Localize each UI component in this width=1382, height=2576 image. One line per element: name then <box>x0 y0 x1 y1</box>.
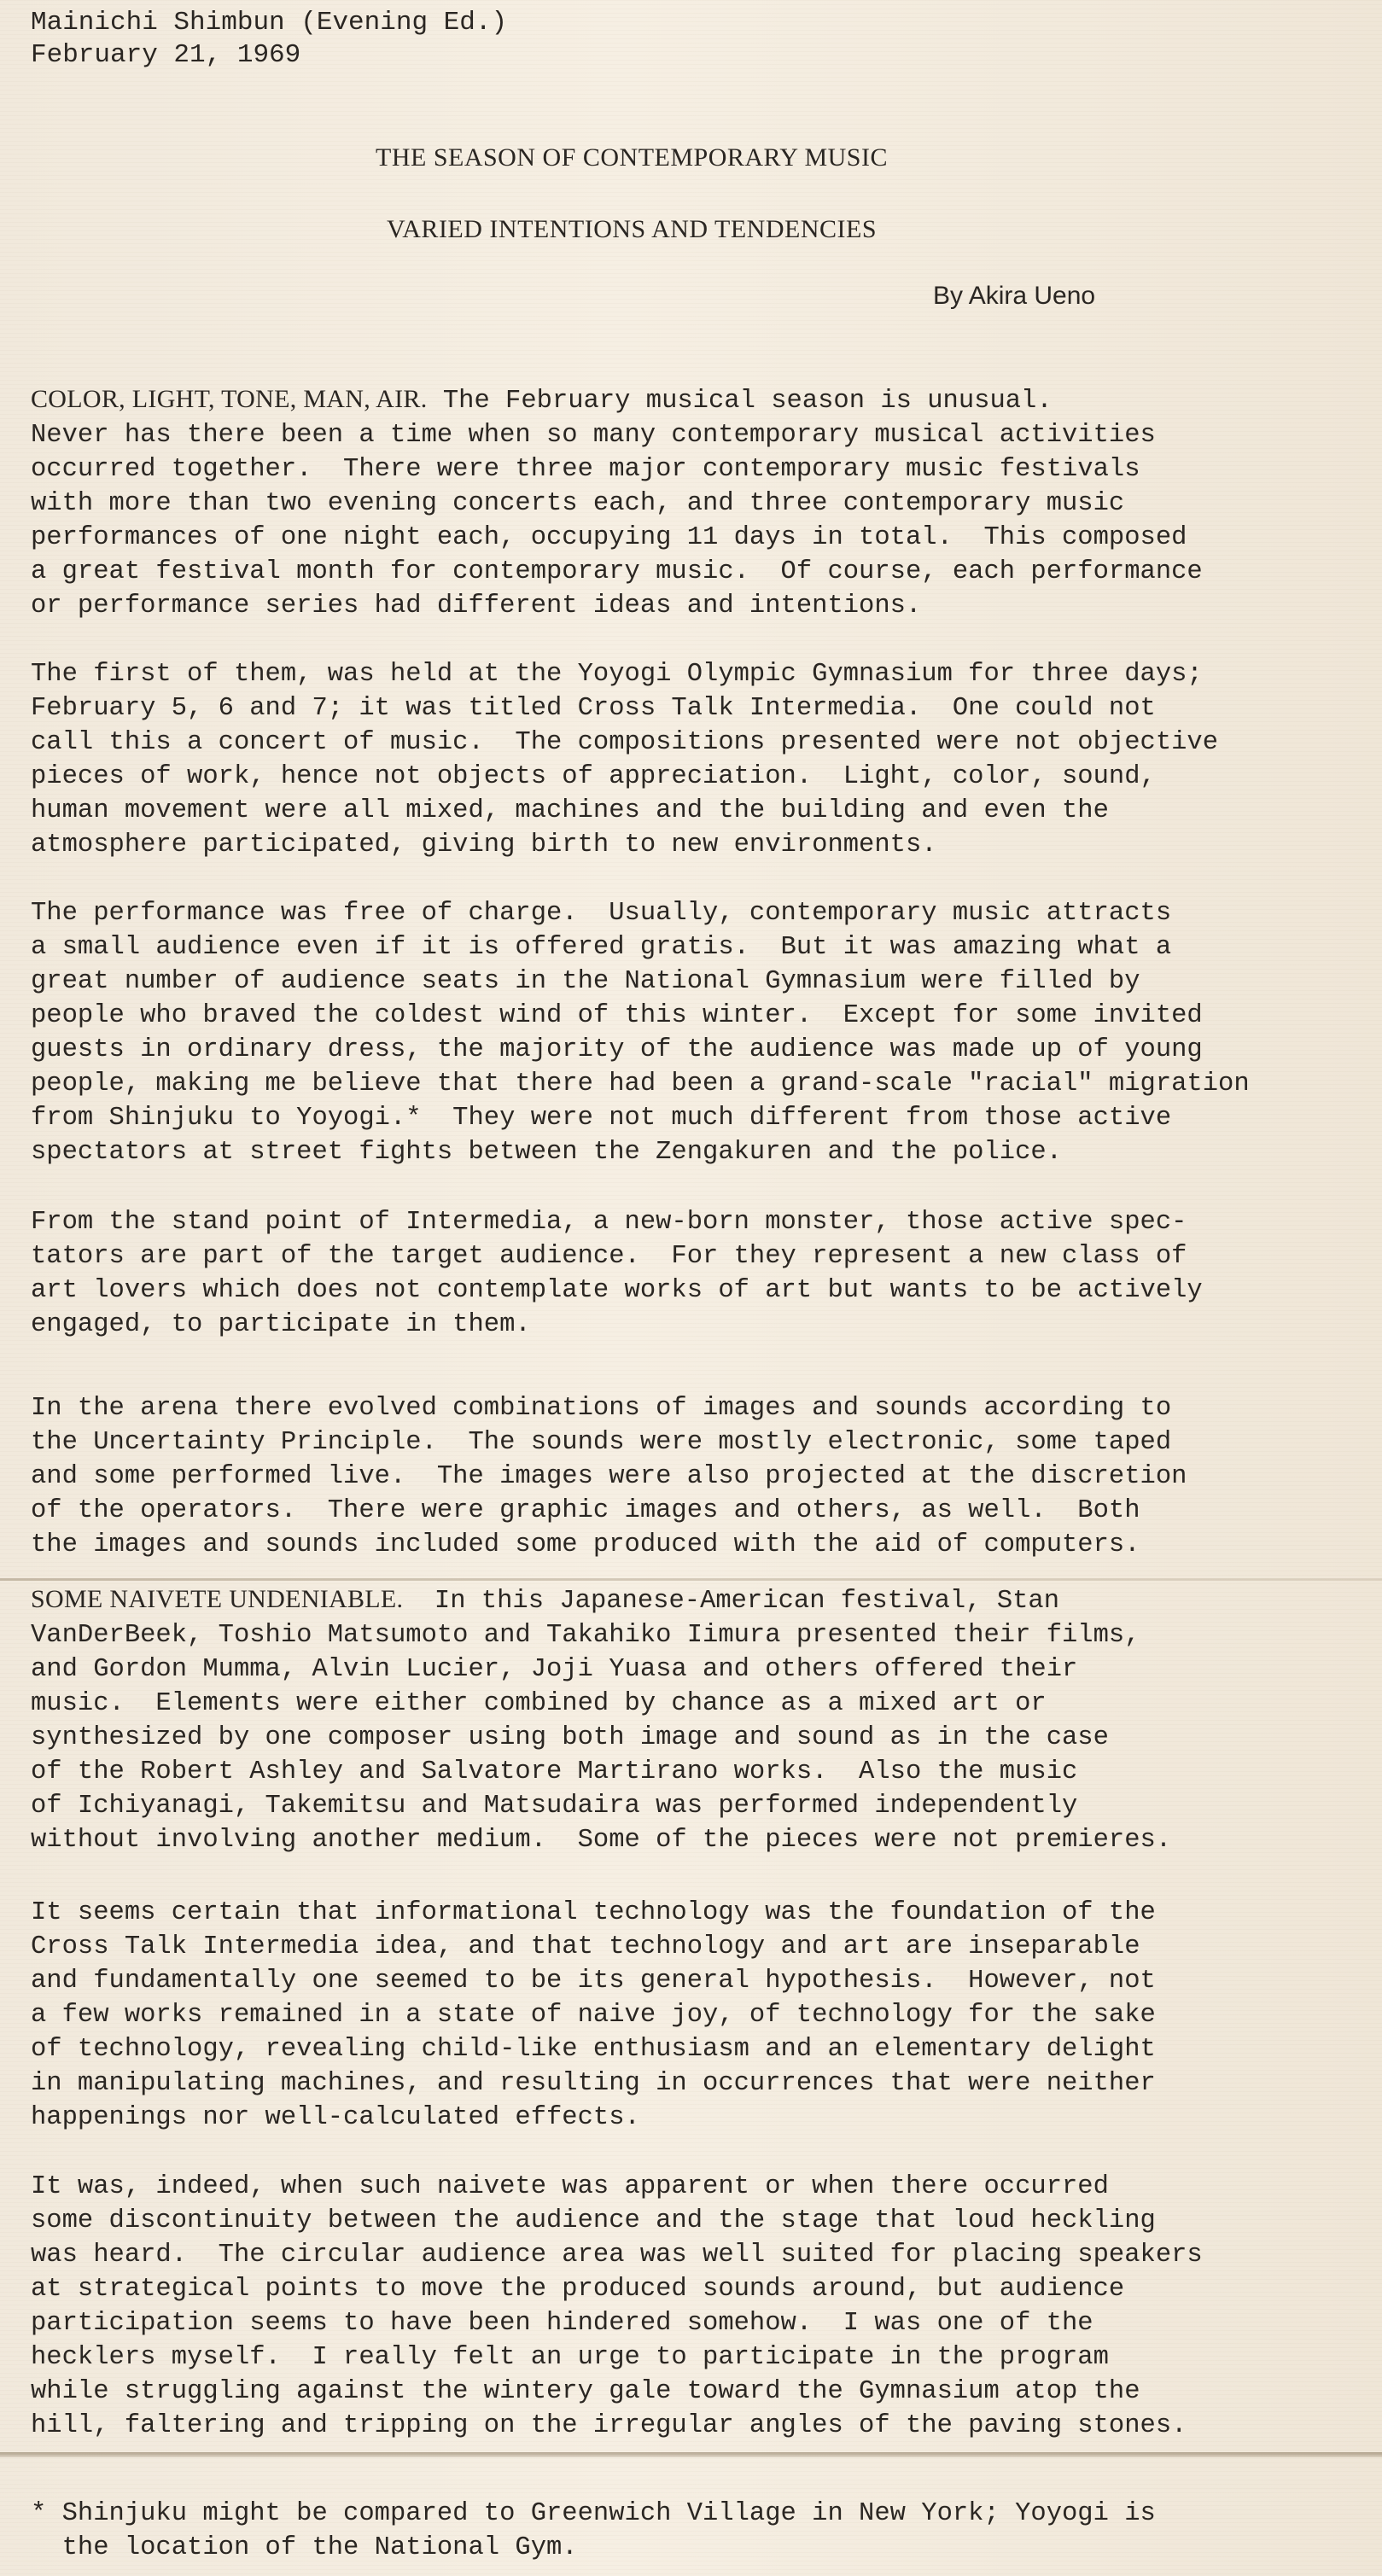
footnote-line: * Shinjuku might be compared to Greenwich Village in New York; Yoyogi is <box>31 2499 1156 2528</box>
text-line: guests in ordinary dress, the majority of the audience was made up of young <box>31 1035 1203 1064</box>
publication-name: Mainichi Shimbun (Evening Ed.) <box>31 8 508 38</box>
text-line: and some performed live. The images were also projected at the discretion <box>31 1462 1187 1491</box>
text-line: was heard. The circular audience area was well suited for placing speakers <box>31 2241 1203 2270</box>
text-line: a great festival month for contemporary music. Of course, each performance <box>31 557 1203 586</box>
paragraph <box>31 1205 1362 1342</box>
byline: By Akira Ueno <box>933 282 1096 310</box>
publication-date: February 21, 1969 <box>31 40 301 70</box>
text-line: tators are part of the target audience. For they represent a new class of <box>31 1242 1187 1271</box>
text-line: at strategical points to move the produced sounds around, but audience <box>31 2275 1125 2304</box>
section-lead: COLOR, LIGHT, TONE, MAN, AIR. <box>31 385 428 413</box>
text-line: human movement were all mixed, machines and the building and even the <box>31 796 1109 825</box>
text-line: some discontinuity between the audience and the stage that loud heckling <box>31 2206 1156 2235</box>
text-line: without involving another medium. Some of the pieces were not premieres. <box>31 1826 1172 1855</box>
source-citation <box>31 7 507 72</box>
paragraph <box>31 1896 1362 2135</box>
text-line: call this a concert of music. The compositions presented were not objective <box>31 728 1219 757</box>
page-crease <box>0 1578 1382 1581</box>
text-line: a few works remained in a state of naive joy, of technology for the sake <box>31 2001 1156 2030</box>
text-line: music. Elements were either combined by chance as a mixed art or <box>31 1689 1047 1718</box>
paragraph <box>31 896 1362 1169</box>
text-line: occurred together. There were three major contemporary music festivals <box>31 455 1140 484</box>
text-line: Never has there been a time when so many contemporary musical activities <box>31 421 1156 450</box>
text-line: people, making me believe that there had been a grand-scale "racial" migration <box>31 1069 1250 1099</box>
text-line: atmosphere participated, giving birth to new environments. <box>31 830 937 860</box>
text-line: of technology, revealing child-like enthusiasm and an elementary delight <box>31 2035 1156 2064</box>
text-line: of the operators. There were graphic images and others, as well. Both <box>31 1496 1140 1525</box>
text-line: February 5, 6 and 7; it was titled Cross Talk Intermedia. One could not <box>31 694 1156 723</box>
text-line: VanDerBeek, Toshio Matsumoto and Takahiko Iimura presented their films, <box>31 1621 1140 1650</box>
text-line: in manipulating machines, and resulting in occurrences that were neither <box>31 2069 1156 2098</box>
text-line: of the Robert Ashley and Salvatore Martirano works. Also the music <box>31 1757 1078 1786</box>
paragraph <box>31 657 1362 862</box>
page-fold-edge <box>0 2452 1382 2457</box>
text-line: the images and sounds included some produced with the aid of computers. <box>31 1530 1140 1559</box>
text-line: happenings nor well-calculated effects. <box>31 2103 640 2132</box>
text-line: and Gordon Mumma, Alvin Lucier, Joji Yuasa and others offered their <box>31 1655 1078 1684</box>
paragraph <box>31 2170 1362 2443</box>
footnote-line: the location of the National Gym. <box>31 2533 578 2562</box>
text-line: a small audience even if it is offered gratis. But it was amazing what a <box>31 933 1172 962</box>
text-line: engaged, to participate in them. <box>31 1310 531 1339</box>
article-subtitle: VARIED INTENTIONS AND TENDENCIES <box>386 215 878 243</box>
paragraph-first-line: COLOR, LIGHT, TONE, MAN, AIR. The February musical season is unusual. <box>31 385 1053 416</box>
text-line: the Uncertainty Principle. The sounds were mostly electronic, some taped <box>31 1428 1172 1457</box>
text-line: art lovers which does not contemplate works of art but wants to be actively <box>31 1276 1203 1305</box>
text-line: of Ichiyanagi, Takemitsu and Matsudaira was performed independently <box>31 1792 1078 1821</box>
paragraph-first-line: SOME NAIVETE UNDENIABLE. In this Japanese-American festival, Stan <box>31 1585 1060 1616</box>
text-line: participation seems to have been hindered somehow. I was one of the <box>31 2309 1093 2338</box>
text-line: It was, indeed, when such naivete was apparent or when there occurred <box>31 2172 1109 2201</box>
paragraph <box>31 1391 1362 1562</box>
text-line: performances of one night each, occupying 11 days in total. This composed <box>31 523 1187 552</box>
text-line: great number of audience seats in the National Gymnasium were filled by <box>31 967 1140 996</box>
text-line: people who braved the coldest wind of this winter. Except for some invited <box>31 1001 1203 1030</box>
text-line: In the arena there evolved combinations of images and sounds according to <box>31 1394 1172 1423</box>
text-line: spectators at street fights between the Zengakuren and the police. <box>31 1138 1062 1167</box>
text-line: Cross Talk Intermedia idea, and that technology and art are inseparable <box>31 1932 1140 1961</box>
section-lead: SOME NAIVETE UNDENIABLE. <box>31 1585 404 1613</box>
paragraph <box>31 1582 1362 1857</box>
text-line: synthesized by one composer using both image and sound as in the case <box>31 1723 1109 1752</box>
text-line: pieces of work, hence not objects of appreciation. Light, color, sound, <box>31 762 1156 791</box>
paragraph <box>31 382 1362 623</box>
text-line: with more than two evening concerts each, and three contemporary music <box>31 489 1125 518</box>
text-line: and fundamentally one seemed to be its general hypothesis. However, not <box>31 1967 1156 1996</box>
footnote <box>31 2497 1156 2565</box>
text-line: or performance series had different ideas and intentions. <box>31 592 922 621</box>
text-line: The performance was free of charge. Usually, contemporary music attracts <box>31 899 1172 928</box>
text-line: The first of them, was held at the Yoyogi Olympic Gymnasium for three days; <box>31 660 1203 689</box>
text-line: From the stand point of Intermedia, a new-born monster, those active spec- <box>31 1208 1187 1237</box>
article-title: THE SEASON OF CONTEMPORARY MUSIC <box>376 143 888 172</box>
text-line: hill, faltering and tripping on the irregular angles of the paving stones. <box>31 2411 1187 2440</box>
text-line: while struggling against the wintery gale toward the Gymnasium atop the <box>31 2377 1140 2406</box>
text-line: hecklers myself. I really felt an urge to participate in the program <box>31 2343 1109 2372</box>
text-line: from Shinjuku to Yoyogi.* They were not much different from those active <box>31 1104 1172 1133</box>
text-line: It seems certain that informational technology was the foundation of the <box>31 1898 1156 1927</box>
